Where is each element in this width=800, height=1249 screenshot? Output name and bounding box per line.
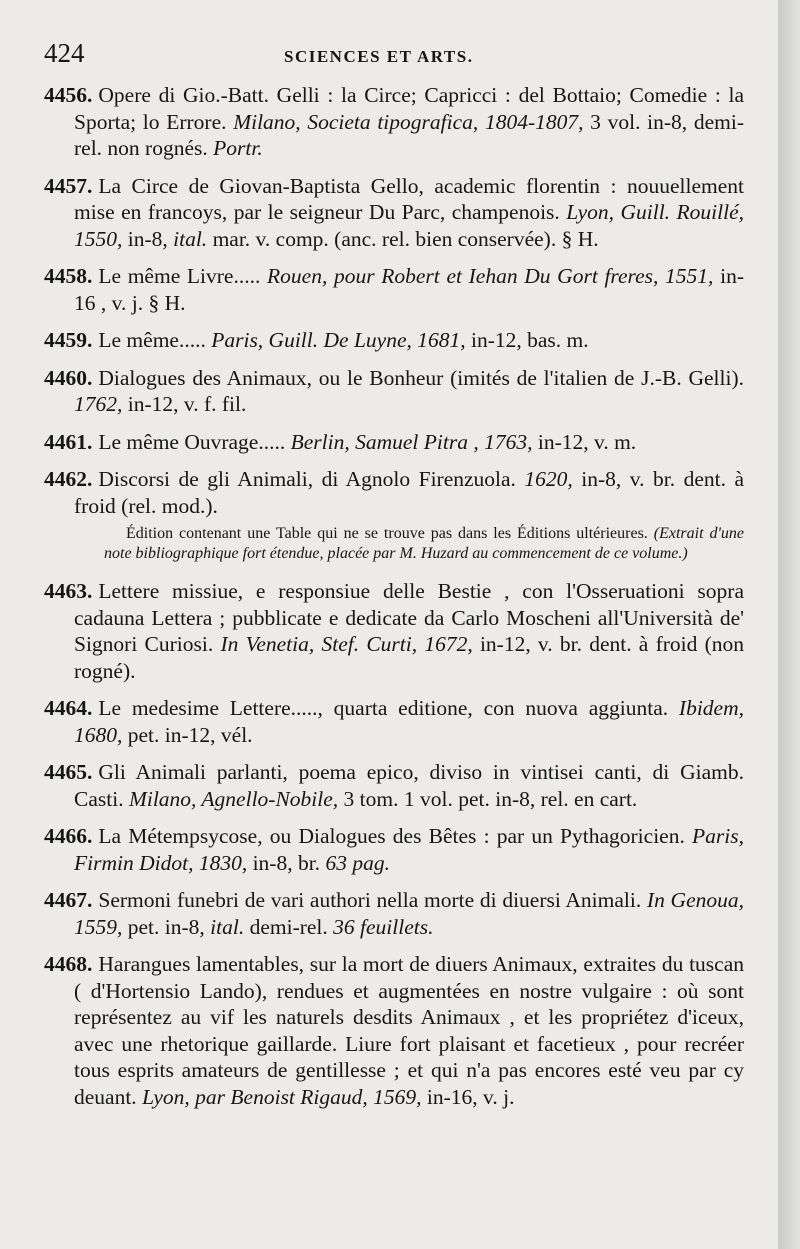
entry-format: in-12, v. f. fil. xyxy=(127,392,247,416)
page-number: 424 xyxy=(44,38,85,68)
entry-format: in-16 , v. j. § H. xyxy=(74,264,744,315)
entry-text: Le medesime Lettere....., quarta editione, con nuova aggiunta. xyxy=(98,696,669,720)
entry-imprint: In Venetia, Stef. Curti, 1672, xyxy=(220,632,473,656)
entry-imprint: Ibidem, 1680, xyxy=(74,696,744,747)
entry-format: 3 tom. 1 vol. pet. in-8, rel. en cart. xyxy=(343,786,638,811)
entry-number: 4467. xyxy=(44,888,93,912)
entry-format: 3 vol. in-8, demi-rel. non rognés. xyxy=(74,109,744,160)
entry-extra: 63 pag. xyxy=(325,850,390,875)
entry-text: La Circe de Giovan-Baptista Gello, academic florentin : nouuellement mise en francoys, par le seigneur Du Parc, champenois. xyxy=(74,173,744,224)
entry-4458 xyxy=(44,263,744,316)
entry-imprint: In Genoua, 1559, xyxy=(74,888,744,939)
entry-text: La Métempsycose, ou Dialogues des Bêtes : par un Pythagoricien. xyxy=(98,824,685,848)
entry-text: Harangues lamentables, sur la mort de diuers Animaux, extraites du tuscan ( d'Hortensio Lando), rendues et augmentées en nostre vulgaire : où sont représentez au vif les naturels desdits Animaux , et les propriétez d'iceux, avec une rhetorique gaillarde. Liure fort plaisant et facetieux , pour recréer tous esprits amateurs de gentillesse ; et qui n'a pas encores esté veu par cy deuant. xyxy=(74,952,744,1109)
entry-number: 4456. xyxy=(44,83,93,107)
entry-binding: mar. v. comp. (anc. rel. bien conservée). § H. xyxy=(212,226,599,251)
entry-4463 xyxy=(44,578,744,684)
entry-number: 4462. xyxy=(44,467,93,491)
entry-number: 4459. xyxy=(44,328,93,352)
entry-format: in-12, v. m. xyxy=(537,429,637,454)
entry-imprint: Milano, Societa tipografica, 1804-1807, xyxy=(233,109,584,134)
entry-format: in-8, br. xyxy=(252,850,321,875)
entry-imprint: Lyon, Guill. Rouillé, 1550, xyxy=(74,200,745,251)
entry-number: 4458. xyxy=(44,264,93,288)
entry-text: Discorsi de gli Animali, di Agnolo Firenzuola. xyxy=(98,467,516,491)
running-title: SCIENCES ET ARTS. xyxy=(284,47,474,66)
entry-number: 4463. xyxy=(44,579,93,603)
entry-4464 xyxy=(44,695,744,748)
entry-4457 xyxy=(44,173,744,253)
entry-imprint: 1620, xyxy=(524,467,573,491)
note-source: (Extrait d'une note bibliographique fort étendue, placée par M. Huzard au commencement de ce volume.) xyxy=(104,525,744,562)
entry-text: Gli Animali parlanti, poema epico, diviso in vintisei canti, di Giamb. Casti. xyxy=(74,760,744,811)
entry-4459 xyxy=(44,327,744,354)
entry-4462-note xyxy=(104,524,744,564)
entry-format: in-16, v. j. xyxy=(426,1084,515,1109)
entry-4462 xyxy=(44,466,744,519)
entry-imprint: Milano, Agnello-Nobile, xyxy=(128,786,339,811)
note-text: Édition contenant une Table qui ne se trouve pas dans les Éditions ultérieures. xyxy=(126,525,648,542)
entry-format: in-8, xyxy=(127,226,168,251)
entry-list xyxy=(44,82,744,1110)
entry-number: 4457. xyxy=(44,173,93,198)
entry-binding: demi-rel. xyxy=(249,914,328,939)
entry-number: 4466. xyxy=(44,824,93,848)
entry-number: 4460. xyxy=(44,365,93,390)
entry-number: 4468. xyxy=(44,952,93,976)
entry-imprint: 1762, xyxy=(74,392,123,416)
entry-extra: Portr. xyxy=(213,136,263,160)
entry-4456 xyxy=(44,82,744,162)
entry-imprint: Paris, Firmin Didot, 1830, xyxy=(74,824,744,875)
entry-4467 xyxy=(44,887,744,940)
entry-format: in-8, v. br. dent. à froid (rel. mod.). xyxy=(74,467,744,518)
entry-4466 xyxy=(44,823,744,876)
entry-4465 xyxy=(44,759,744,812)
entry-number: 4464. xyxy=(44,696,93,720)
entry-imprint: Rouen, pour Robert et Iehan Du Gort freres, 1551, xyxy=(267,264,714,288)
entry-text: Opere di Gio.-Batt. Gelli : la Circe; Capricci : del Bottaio; Comedie : la Sporta; lo Errore. xyxy=(74,83,744,134)
entry-4460 xyxy=(44,365,744,418)
entry-imprint: Berlin, Samuel Pitra , 1763, xyxy=(290,429,533,454)
entry-text: Sermoni funebri de vari authori nella morte di diuersi Animali. xyxy=(98,888,642,912)
entry-text: Dialogues des Animaux, ou le Bonheur (imités de l'italien de J.-B. Gelli). xyxy=(98,365,744,390)
entry-number: 4461. xyxy=(44,429,93,454)
entry-extra: ital. xyxy=(173,226,208,251)
entry-imprint: Paris, Guill. De Luyne, 1681, xyxy=(211,328,466,352)
entry-pages: 36 feuillets. xyxy=(333,914,434,939)
entry-imprint: Lyon, par Benoist Rigaud, 1569, xyxy=(142,1084,422,1109)
entry-4468 xyxy=(44,951,744,1110)
entry-format: pet. in-12, vél. xyxy=(127,722,253,747)
entry-format: pet. in-8, xyxy=(127,914,205,939)
entry-4461 xyxy=(44,429,744,456)
entry-number: 4465. xyxy=(44,760,93,784)
entry-format: in-12, bas. m. xyxy=(471,328,589,352)
entry-format: in-12, v. br. dent. à froid (non rogné). xyxy=(74,632,745,683)
page-header xyxy=(44,38,744,78)
entry-extra: ital. xyxy=(210,914,245,939)
entry-text: Le même Livre..... xyxy=(98,264,261,288)
entry-text: Lettere missiue, e responsiue delle Bestie , con l'Osseruationi sopra cadauna Lettera ; pubblicate e dedicate da Carlo Moscheni all'Università de' Signori Curiosi. xyxy=(74,579,744,656)
entry-text: Le même..... xyxy=(98,328,206,352)
entry-text: Le même Ouvrage..... xyxy=(98,429,286,454)
